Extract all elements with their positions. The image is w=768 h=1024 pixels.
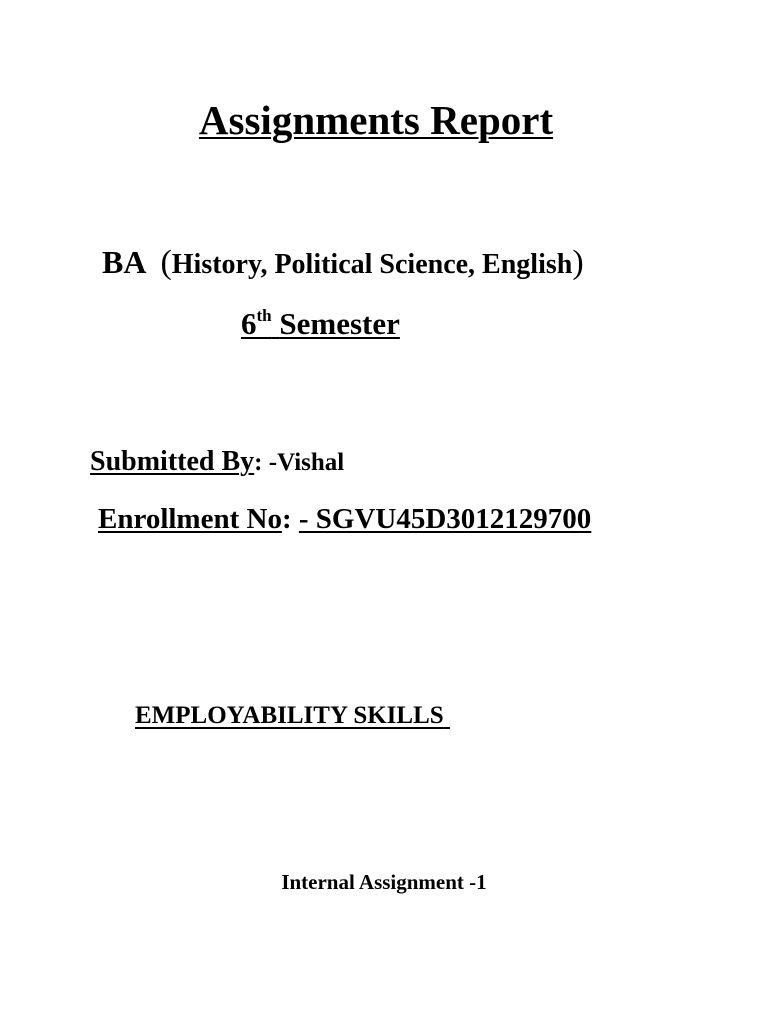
semester-text — [241, 306, 400, 341]
submitted-by-name: Vishal — [277, 449, 345, 476]
enrollment-line — [98, 503, 591, 536]
subject-trailing-space — [444, 702, 450, 729]
subject-heading — [135, 702, 450, 730]
report-title-text: Assignments Report — [198, 97, 554, 143]
report-title — [0, 96, 752, 144]
enrollment-value: - SGVU45D3012129700 — [298, 503, 592, 535]
internal-assignment-label: Internal Assignment -1 — [281, 870, 487, 894]
submitted-by-separator: : - — [254, 449, 278, 476]
submitted-by-label: Submitted By — [90, 446, 255, 477]
program-close-paren: ) — [572, 244, 584, 281]
semester-suffix: th — [256, 306, 272, 325]
program-line — [102, 244, 584, 282]
subject-text: EMPLOYABILITY SKILLS — [135, 702, 444, 729]
program-degree: BA — [102, 244, 147, 280]
program-open-paren: ( — [160, 244, 172, 281]
enrollment-label: Enrollment No — [98, 503, 282, 535]
enrollment-separator: : — [281, 503, 299, 535]
program-subjects: History, Political Science, English — [171, 249, 573, 280]
submitted-by-line — [90, 446, 344, 478]
semester-number: 6 — [241, 306, 257, 341]
semester-label: Semester — [279, 306, 400, 341]
semester-line — [241, 306, 400, 342]
